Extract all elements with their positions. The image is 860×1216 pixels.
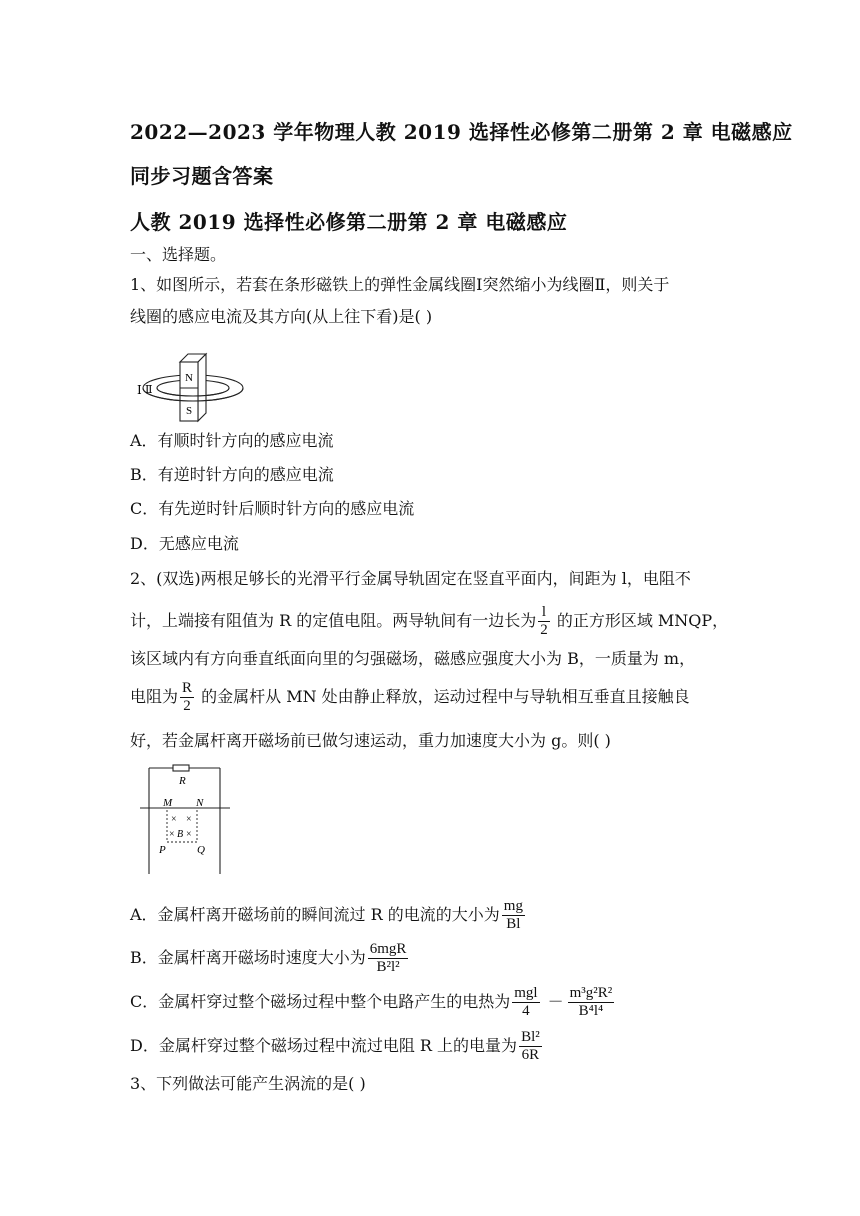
field-cross-4: × [186, 829, 192, 840]
field-cross-2: × [186, 814, 192, 825]
q2-fraction-R-over-2: $\frac{R}{2}$ [182, 680, 193, 714]
q2-line2 [130, 604, 728, 639]
q2-option-c-fraction-2: $\frac{\text{m³g²R²}}{\text{B⁴l⁴}}$ [569, 985, 613, 1019]
q2-rail-circuit-figure [138, 762, 236, 878]
q1-magnet-coil-figure [138, 350, 248, 426]
q2-option-c-text: C．金属杆穿过整个磁场过程中整个电路产生的电热为 [130, 992, 511, 1011]
field-cross-1: × [171, 814, 177, 825]
point-label-N: N [196, 797, 204, 809]
field-label-B: B [177, 829, 184, 840]
q2-option-d-text: D．金属杆穿过整个磁场过程中流过电阻 R 上的电量为 [130, 1036, 518, 1055]
point-label-Q: Q [197, 844, 205, 856]
q2-option-a-fraction: $\frac{mg}{Bl}$ [503, 898, 523, 932]
q2-option-c-fraction-1: $\frac{\text{mgl}}{4}$ [514, 985, 538, 1019]
q2-option-c [130, 985, 616, 1020]
q2-fraction-l-over-2: $\frac{l}{2}$ [540, 604, 548, 638]
doc-subtitle: 人教 2019 选择性必修第二册第 2 章 电磁感应 [130, 210, 568, 234]
q2-option-d [130, 1029, 544, 1064]
point-label-P: P [159, 844, 166, 856]
q2-option-c-minus: － [547, 992, 564, 1011]
q1-line2: 线圈的感应电流及其方向(从上往下看)是( ) [130, 307, 433, 326]
q2-line1: 2、(双选)两根足够长的光滑平行金属导轨固定在竖直平面内，间距为 l，电阻不 [130, 569, 691, 588]
field-cross-3: × [169, 829, 175, 840]
q2-option-b [130, 941, 410, 976]
q2-option-b-text: B．金属杆离开磁场时速度大小为 [130, 948, 366, 967]
resistor-label: R [179, 775, 186, 787]
resistor-symbol [173, 765, 189, 771]
q2-option-d-fraction: $\frac{\text{Bl²}}{6R}$ [521, 1029, 540, 1063]
magnet-label-S: S [185, 405, 193, 417]
q2-option-a [130, 898, 527, 933]
doc-title-line1: 2022—2023 学年物理人教 2019 选择性必修第二册第 2 章 电磁感应 [130, 120, 793, 144]
q1-line1: 1、如图所示，若套在条形磁铁上的弹性金属线圈Ⅰ突然缩小为线圈Ⅱ，则关于 [130, 275, 670, 294]
q2-line4-tail: 的金属杆从 MN 处由静止释放，运动过程中与导轨相互垂直且接触良 [196, 687, 690, 706]
q3-line1: 3、下列做法可能产生涡流的是( ) [130, 1074, 366, 1093]
coil-label-II: Ⅱ [145, 384, 153, 396]
q2-line2-text: 计，上端接有阻值为 R 的定值电阻。两导轨间有一边长为 [130, 611, 537, 630]
q2-line4 [130, 680, 690, 715]
q2-line3: 该区域内有方向垂直纸面向里的匀强磁场，磁感应强度大小为 B，一质量为 m， [130, 649, 696, 668]
q2-line4-head: 电阻为 [130, 687, 179, 706]
q2-option-b-fraction: $\frac{\text{6mgR}}{\text{B²l²}}$ [369, 941, 407, 975]
section-heading: 一、选择题。 [130, 245, 227, 264]
magnet-side-face [198, 354, 206, 421]
q1-option-a: A．有顺时针方向的感应电流 [130, 431, 334, 450]
coil-label-I: Ⅰ [137, 383, 142, 397]
q2-option-a-text: A．金属杆离开磁场前的瞬间流过 R 的电流的大小为 [130, 905, 500, 924]
point-label-M: M [163, 797, 173, 809]
q1-option-b: B．有逆时针方向的感应电流 [130, 465, 334, 484]
magnet-label-N: N [185, 372, 193, 384]
q2-line5: 好，若金属杆离开磁场前已做匀速运动，重力加速度大小为 g。则( ) [130, 731, 611, 750]
q1-option-c: C．有先逆时针后顺时针方向的感应电流 [130, 499, 415, 518]
doc-title-line2: 同步习题含答案 [130, 164, 274, 188]
q1-option-d: D．无感应电流 [130, 534, 239, 553]
q2-line2-tail: 的正方形区域 MNQP， [551, 611, 729, 630]
